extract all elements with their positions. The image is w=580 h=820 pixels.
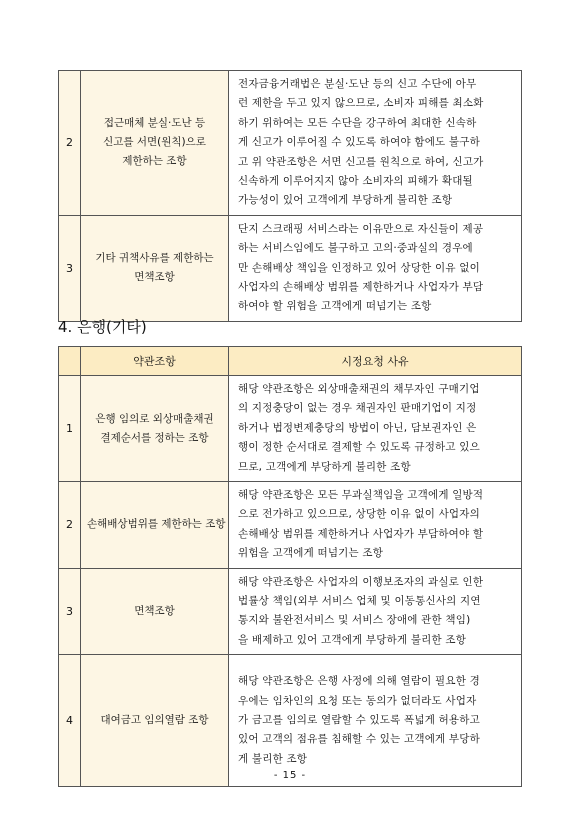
correction-reason: 해당 약관조항은 사업자의 이행보조자의 과실로 인한 법률상 책임(외부 서비스 업체 및 이동통신사의 지연 통지와 불완전서비스 및 서비스 장애에 관한 책임) 을 배제하고 있어 고객에게 부당하게 불리한 조항 <box>229 568 522 655</box>
correction-reason: 해당 약관조항은 외상매출채권의 채무자인 구매기업 의 지정충당이 없는 경우 채권자인 판매기업이 지정 하거나 법정변제충당의 방법이 아닌, 담보권자인 은 행이 정한 순서대로 결제할 수 있도록 규정하고 있으 므로, 고객에게 부당하게 불리한 조항 <box>229 376 522 482</box>
clause-title: 접근매체 분실·도난 등 신고를 서면(원칙)으로 제한하는 조항 <box>81 71 229 216</box>
table-row <box>59 568 522 655</box>
table-row <box>59 376 522 482</box>
row-number: 2 <box>59 482 81 569</box>
correction-reason: 해당 약관조항은 모든 무과실책임을 고객에게 일방적 으로 전가하고 있으므로, 상당한 이유 없이 사업자의 손해배상 범위를 제한하거나 사업자가 부담하여야 할 위험을 고객에게 떠넘기는 조항 <box>229 482 522 569</box>
clause-title: 기타 귀책사유를 제한하는 면책조항 <box>81 215 229 321</box>
page-number: - 15 - <box>273 770 307 781</box>
row-number: 3 <box>59 215 81 321</box>
row-number: 3 <box>59 568 81 655</box>
header-number-cell <box>59 347 81 376</box>
row-number: 4 <box>59 655 81 787</box>
correction-reason: 전자금융거래법은 분실·도난 등의 신고 수단에 아무 런 제한을 두고 있지 않으므로, 소비자 피해를 최소화 하기 위하여는 모든 수단을 강구하여 최대한 신속하 게 신고가 이루어질 수 있도록 하여야 함에도 불구하 고 위 약관조항은 서면 신고를 원칙으로 하여, 신고가 신속하게 이루어지지 않아 소비자의 피해가 확대될 가능성이 있어 고객에게 부당하게 불리한 조항 <box>229 71 522 216</box>
clause-title: 대여금고 임의열람 조항 <box>81 655 229 787</box>
clause-title: 면책조항 <box>81 568 229 655</box>
table-row <box>59 655 522 787</box>
clause-title: 은행 임의로 외상매출채권 결제순서를 정하는 조항 <box>81 376 229 482</box>
table-row <box>59 215 522 321</box>
header-clause: 약관조항 <box>81 347 229 376</box>
header-reason: 시정요청 사유 <box>229 347 522 376</box>
clause-title: 손해배상범위를 제한하는 조항 <box>81 482 229 569</box>
table-row <box>59 71 522 216</box>
table-header-row <box>59 347 522 376</box>
terms-table-bank <box>58 346 522 787</box>
row-number: 2 <box>59 71 81 216</box>
correction-reason: 해당 약관조항은 은행 사정에 의해 열람이 필요한 경 우에는 임차인의 요청 또는 동의가 없더라도 사업자 가 금고를 임의로 열람할 수 있도록 폭넓게 허용하고 있어 고객의 점유를 침해할 수 있는 고객에게 부당하 게 불리한 조항 <box>229 655 522 787</box>
terms-table-continued <box>58 70 522 322</box>
row-number: 1 <box>59 376 81 482</box>
section-heading: 4. 은행(기타) <box>58 318 147 336</box>
table-row <box>59 482 522 569</box>
correction-reason: 단지 스크래핑 서비스라는 이유만으로 자신들이 제공 하는 서비스임에도 불구하고 고의·중과실의 경우에 만 손해배상 책임을 인정하고 있어 상당한 이유 없이 사업자의 손해배상 범위를 제한하거나 사업자가 부담 하여야 할 위험을 고객에게 떠넘기는 조항 <box>229 215 522 321</box>
